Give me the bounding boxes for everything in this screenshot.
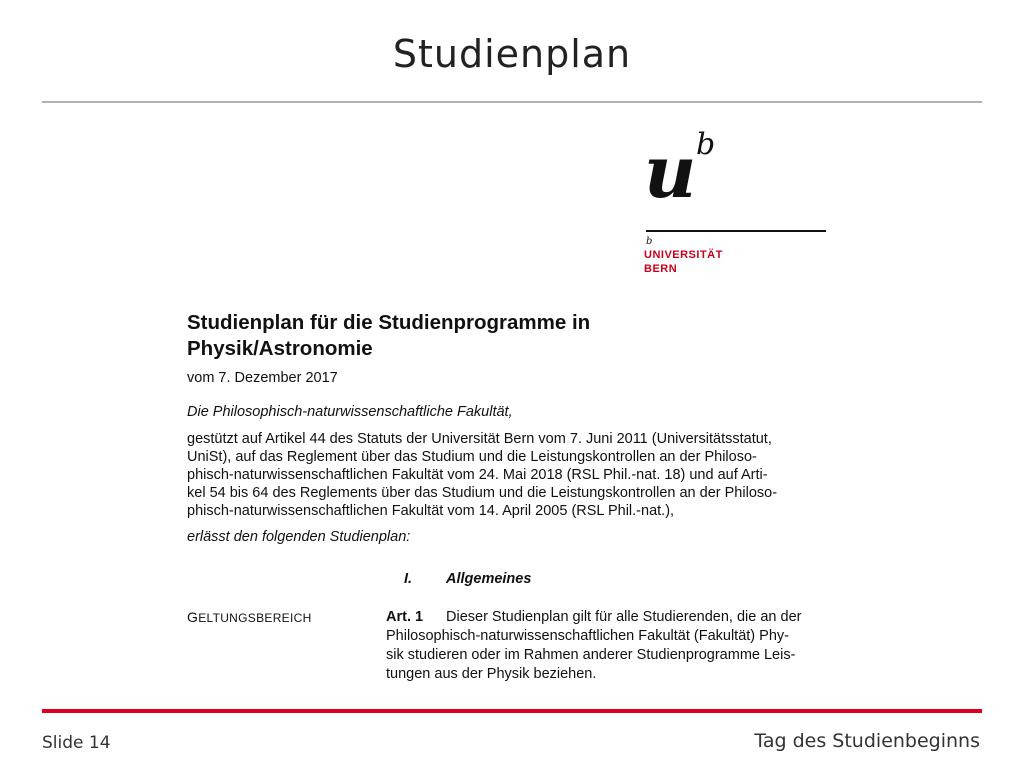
document-preamble [187, 430, 827, 520]
logo-b-small: b [646, 236, 653, 247]
preamble-line: gestützt auf Artikel 44 des Statuts der Universität Bern vom 7. Juni 2011 (Universitätsstatut, [187, 431, 772, 447]
scope-label-cap: G [187, 609, 199, 625]
logo-rule [646, 230, 826, 232]
slide-title: Studienplan [392, 32, 632, 76]
section-title: Allgemeines [446, 571, 532, 587]
footer-divider [42, 709, 982, 713]
document-heading [187, 310, 657, 362]
preamble-line: phisch-naturwissenschaftlichen Fakultät vom 14. April 2005 (RSL Phil.-nat.), [187, 503, 675, 519]
footer-event-title: Tag des Studienbeginns [754, 730, 980, 752]
article-1 [386, 608, 836, 684]
article-line: tungen aus der Physik beziehen. [386, 666, 597, 682]
scope-label-rest: ELTUNGSBEREICH [198, 611, 312, 625]
scope-label [187, 609, 312, 625]
document-heading-line-1: Studienplan für die Studienprogramme in [187, 311, 591, 334]
preamble-line: kel 54 bis 64 des Reglements über das Studium und die Leistungskontrollen an der Philoso- [187, 485, 778, 501]
logo-line-1: UNIVERSITÄT [644, 249, 723, 261]
preamble-line: UniSt), auf das Reglement über das Studium und die Leistungskontrollen an der Philoso- [187, 449, 757, 465]
article-text: Dieser Studienplan gilt für alle Studierenden, die an der [446, 609, 802, 625]
logo-b-superscript: b [696, 127, 716, 162]
article-line [386, 608, 836, 627]
document-enacts: erlässt den folgenden Studienplan: [187, 529, 411, 545]
logo-line-2: BERN [644, 263, 678, 275]
article-number: Art. 1 [386, 609, 424, 625]
university-logo [644, 127, 834, 280]
section-heading [404, 571, 531, 587]
logo-university-name [644, 248, 723, 276]
logo-u-letter: u [644, 129, 697, 214]
title-divider [42, 101, 982, 103]
slide-number: Slide 14 [42, 733, 111, 753]
article-line: sik studieren oder im Rahmen anderer Studienprogramme Leis- [386, 647, 796, 663]
document-issuer: Die Philosophisch-naturwissenschaftliche Fakultät, [187, 404, 513, 420]
article-line: Philosophisch-naturwissenschaftlichen Fakultät (Fakultät) Phy- [386, 628, 789, 644]
preamble-line: phisch-naturwissenschaftlichen Fakultät vom 24. Mai 2018 (RSL Phil.-nat. 18) und auf Arti- [187, 467, 768, 483]
document-heading-line-2: Physik/Astronomie [187, 337, 373, 360]
document-date: vom 7. Dezember 2017 [187, 370, 338, 386]
section-number: I. [404, 571, 413, 587]
